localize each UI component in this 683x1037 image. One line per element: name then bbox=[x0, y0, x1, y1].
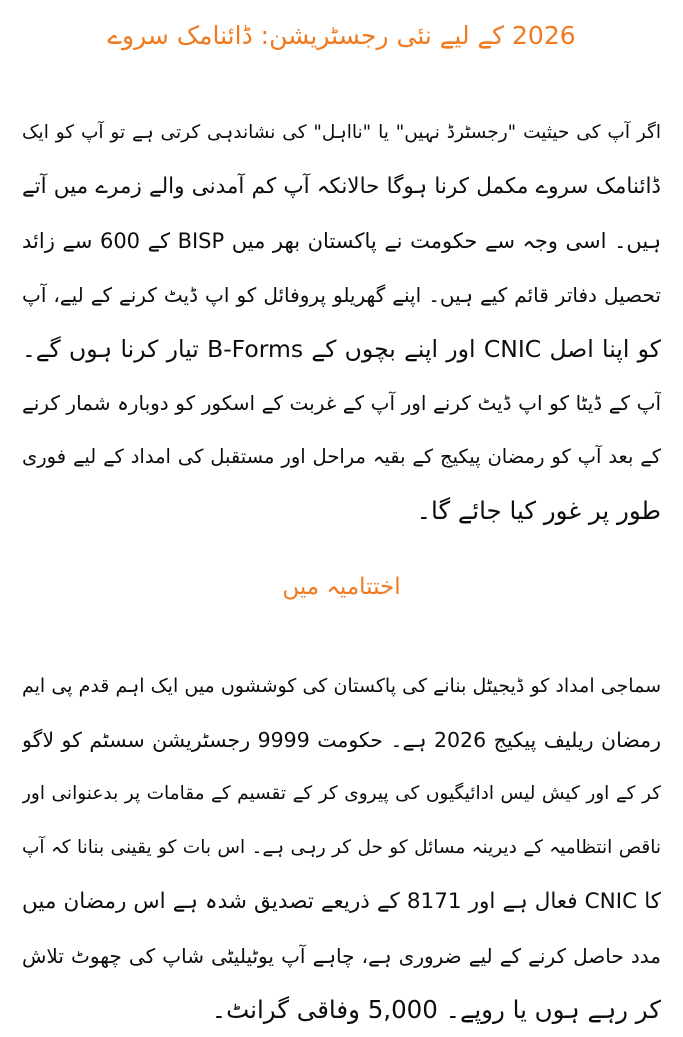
paragraph-line: رمضان ریلیف پیکیج 2026 ہے۔ حکومت 9999 رجسٹریشن سسٹم کو لاگو bbox=[22, 728, 661, 752]
registration-paragraph bbox=[22, 106, 661, 538]
paragraph-line: کو اپنا اصل CNIC اور اپنے بچوں کے B-Forms تیار کرنا ہوں گے۔ bbox=[22, 335, 661, 363]
paragraph-line: آپ کے ڈیٹا کو اپ ڈیٹ کرنے اور آپ کے غربت کے اسکور کو دوبارہ شمار کرنے bbox=[22, 391, 661, 415]
paragraph-line: ڈائنامک سروے مکمل کرنا ہوگا حالانکہ آپ کم آمدنی والے زمرے میں آتے bbox=[22, 174, 661, 199]
paragraph-line: اگر آپ کی حیثیت "رجسٹرڈ نہیں" یا "نااہل" کی نشاندہی کرتی ہے تو آپ کو ایک bbox=[22, 122, 661, 143]
paragraph-line: کر کے اور کیش لیس ادائیگیوں کی پیروی کر کے تقسیم کے مقامات پر بدعنوانی اور bbox=[22, 783, 661, 804]
paragraph-line: کر رہے ہوں یا روپے۔ 5,000 وفاقی گرانٹ۔ bbox=[211, 995, 661, 1024]
paragraph-line: کے بعد آپ کو رمضان پیکیج کے بقیہ مراحل اور مستقبل کی امداد کے لیے فوری bbox=[22, 445, 661, 468]
paragraph-line: کا CNIC فعال ہے اور 8171 کے ذریعے تصدیق شدہ ہے اس رمضان میں bbox=[22, 889, 661, 914]
paragraph-line: طور پر غور کیا جائے گا۔ bbox=[416, 496, 661, 525]
paragraph-line: سماجی امداد کو ڈیجیٹل بنانے کی پاکستان کی کوششوں میں ایک اہم قدم پی ایم bbox=[22, 675, 661, 697]
paragraph-line: ناقص انتظامیہ کے دیرینہ مسائل کو حل کر رہی ہے۔ اس بات کو یقینی بنانا کہ آپ bbox=[22, 837, 661, 858]
paragraph-line: تحصیل دفاتر قائم کیے ہیں۔ اپنے گھریلو پروفائل کو اپ ڈیٹ کرنے کے لیے، آپ bbox=[22, 283, 661, 307]
conclusion-paragraph bbox=[22, 659, 661, 1037]
paragraph-line: مدد حاصل کرنے کے لیے ضروری ہے، چاہے آپ یوٹیلیٹی شاپ کی چھوٹ تلاش bbox=[22, 944, 661, 968]
conclusion-heading: اختتامیہ میں bbox=[282, 574, 401, 600]
page-title: 2026 کے لیے نئی رجسٹریشن: ڈائنامک سروے bbox=[107, 21, 576, 50]
paragraph-line: ہیں۔ اسی وجہ سے حکومت نے پاکستان بھر میں BISP کے 600 سے زائد bbox=[22, 229, 661, 253]
